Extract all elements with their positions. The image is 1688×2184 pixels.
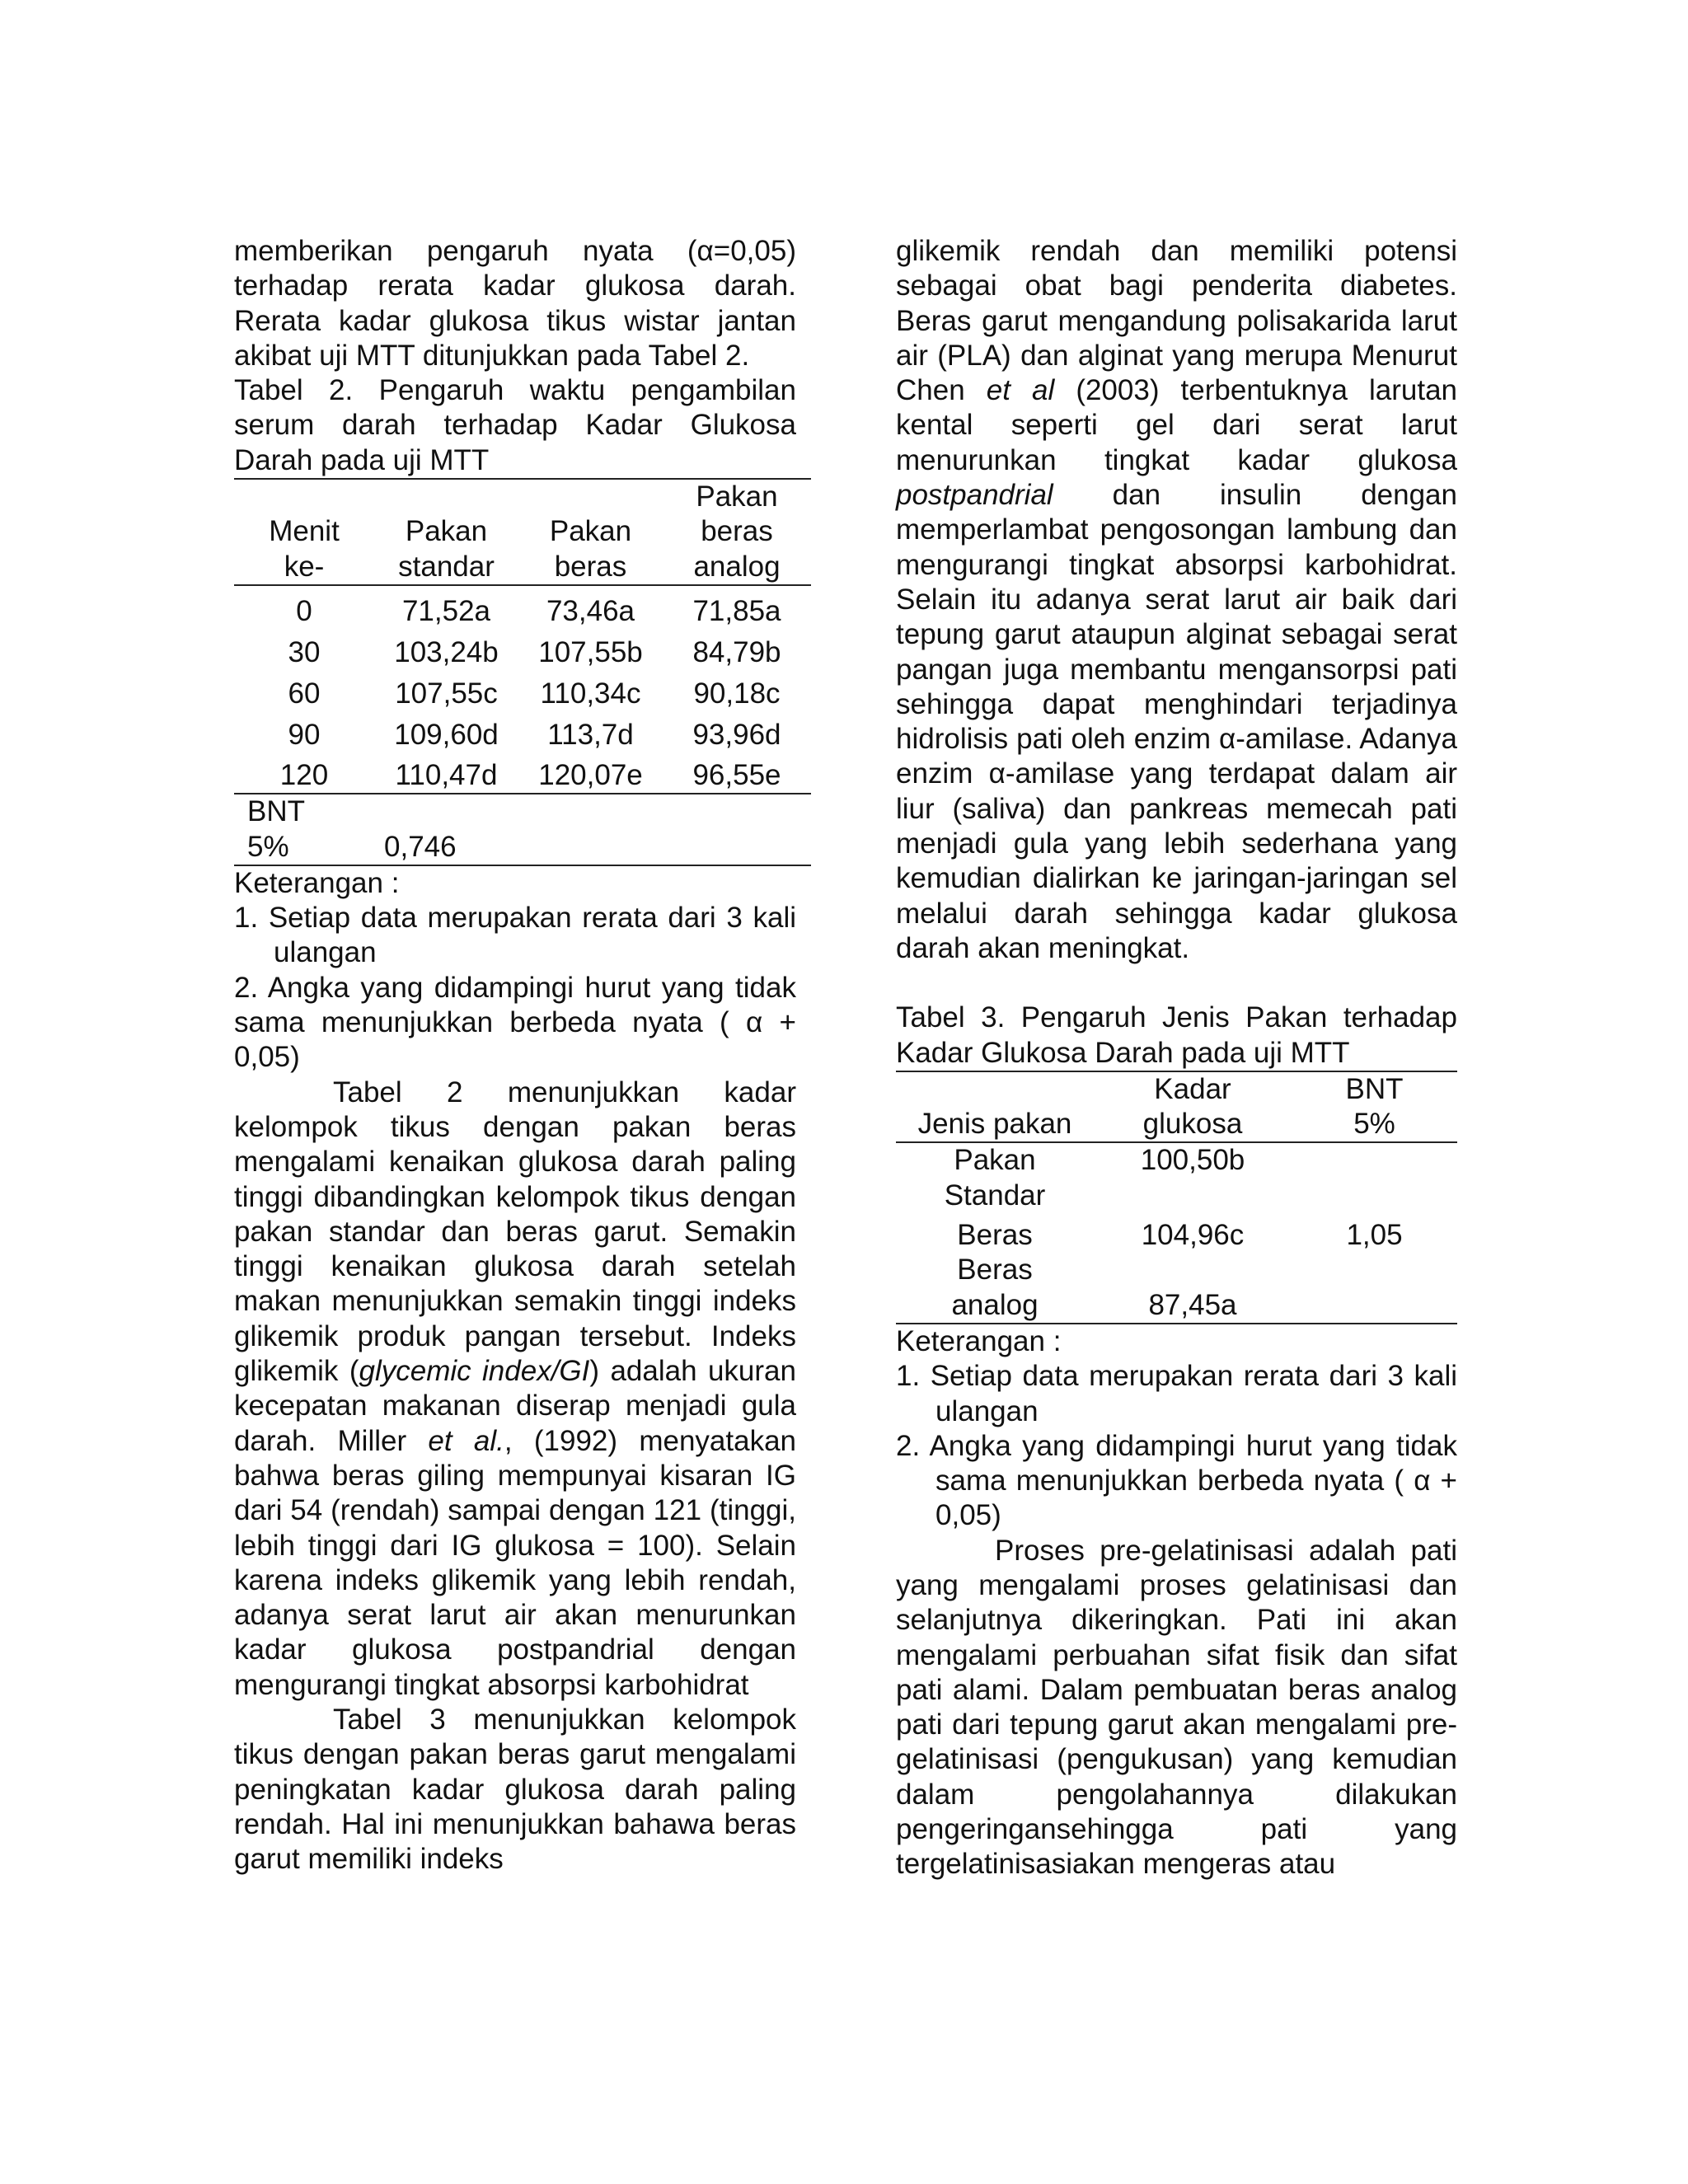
- table-row: [234, 585, 811, 629]
- table-cell: 84,79b: [692, 635, 781, 668]
- table-2: [234, 478, 811, 866]
- note-item: 2. Angka yang didampingi hurut yang tidak sama menunjukkan berbeda nyata ( α + 0,05): [896, 1429, 1457, 1532]
- column-header: Pakan beras: [518, 479, 663, 585]
- table-cell: 104,96c: [1141, 1219, 1245, 1252]
- table-row: [896, 1142, 1457, 1213]
- table-cell: Pakan Standar: [944, 1144, 1046, 1212]
- table-cell: 87,45a: [1148, 1288, 1237, 1321]
- bnt-row: [234, 794, 811, 865]
- column-header: BNT 5%: [1292, 1071, 1457, 1143]
- table-cell: 109,60d: [394, 718, 499, 751]
- table-row: [234, 670, 811, 711]
- column-header: Menit ke-: [234, 479, 374, 585]
- note-title: Keterangan :: [896, 1324, 1062, 1357]
- note-title: Keterangan :: [234, 866, 400, 899]
- table-3-caption: Tabel 3. Pengaruh Jenis Pakan terhadap Kadar Glukosa Darah pada uji MTT: [896, 1001, 1457, 1069]
- paragraph: Tabel 3 menunjukkan kelompok tikus dengan pakan beras garut mengalami peningkatan kadar glukosa darah paling rendah. Hal ini menunjukkan bahawa beras garut memiliki indeks: [234, 1703, 796, 1876]
- table-cell: 100,50b: [1140, 1144, 1245, 1177]
- table-cell: 73,46a: [546, 594, 635, 627]
- table-cell: 107,55c: [395, 677, 498, 710]
- table-cell: 96,55e: [663, 752, 811, 794]
- table-cell: 107,55b: [538, 635, 643, 668]
- table-cell: 71,52a: [401, 594, 491, 627]
- table-cell: Beras analog: [951, 1254, 1039, 1321]
- bnt-value: 0,746: [384, 830, 457, 863]
- table-cell: 110,34c: [540, 677, 641, 710]
- table-row: [896, 1213, 1457, 1253]
- table-cell: 103,24b: [394, 635, 499, 668]
- column-header: Pakan beras analog: [663, 479, 811, 585]
- paragraph: memberikan pengaruh nyata (α=0,05) terhadap rerata kadar glukosa darah. Rerata kadar glukosa tikus wistar jantan akibat uji MTT ditunjukkan pada Tabel 2.: [234, 235, 796, 372]
- table-cell: 93,96d: [692, 718, 781, 751]
- column-header: Kadar glukosa: [1094, 1071, 1292, 1143]
- left-column: [234, 234, 796, 1877]
- paragraph: Tabel 2 menunjukkan kadar kelompok tikus dengan pakan beras mengalami kenaikan glukosa darah paling tinggi dibandingkan kelompok tikus dengan pakan standar dan beras garut. Semakin tinggi kenaikan glukosa darah setelah makan menunjukkan semakin tinggi indeks glikemik produk pangan tersebut. Indeks glikemik (glycemic index/GI) adalah ukuran kecepatan makanan diserap menjadi gula darah. Miller et al., (1992) menyatakan bahwa beras giling mempunyai kisaran IG dari 54 (rendah) sampai dengan 121 (tinggi, lebih tinggi dari IG glukosa = 100). Selain karena indeks glikemik yang lebih rendah, adanya serat larut air akan menurunkan kadar glukosa postpandrial dengan mengurangi tingkat absorpsi karbohidrat: [234, 1076, 797, 1701]
- table-cell: 90,18c: [693, 677, 781, 710]
- table-cell: 0: [296, 594, 312, 627]
- table-cell: 90: [288, 718, 321, 751]
- table-cell: 110,47d: [374, 752, 518, 794]
- note-item: 2. Angka yang didampingi hurut yang tidak sama menunjukkan berbeda nyata ( α + 0,05): [234, 971, 796, 1074]
- paragraph: Proses pre-gelatinisasi adalah pati yang mengalami proses gelatinisasi dan selanjutnya dikeringkan. Pati ini akan mengalami perbuahan sifat fisik dan sifat pati alami. Dalam pembuatan beras analog pati dari tepung garut akan mengalami pre-gelatinisasi (pengukusan) yang kemudian dalam pengolahannya dilakukan pengeringansehingga pati yang tergelatinisasiakan mengeras atau: [896, 1534, 1457, 1881]
- right-column: [896, 234, 1457, 1882]
- table-cell: 71,85a: [692, 594, 781, 627]
- column-header: Pakan standar: [374, 479, 518, 585]
- table-cell: Beras: [957, 1219, 1033, 1252]
- table-row: [234, 629, 811, 670]
- bnt-label: BNT 5%: [247, 795, 305, 863]
- table-cell: 113,7d: [547, 718, 634, 751]
- note-item: 1. Setiap data merupakan rerata dari 3 kali ulangan: [234, 902, 796, 969]
- paragraph: glikemik rendah dan memiliki potensi sebagai obat bagi penderita diabetes. Beras garut mengandung polisakarida larut air (PLA) dan alginat yang merupa Menurut Chen et al (2003) terbentuknya larutan kental seperti gel dari serat larut menurunkan tingkat kadar glukosa postpandrial dan insulin dengan memperlambat pengosongan lambung dan mengurangi tingkat absorpsi karbohidrat. Selain itu adanya serat larut air baik dari tepung garut ataupun alginat sebagai serat pangan juga membantu mengansorpsi pati sehingga dapat menghindari terjadinya hidrolisis pati oleh enzim α-amilase. Adanya enzim α-amilase yang terdapat dalam air liur (saliva) dan pankreas memecah pati menjadi gula yang lebih sederhana yang kemudian dialirkan ke jaringan-jaringan sel melalui darah sehingga kadar glukosa darah akan meningkat.: [896, 235, 1457, 964]
- table-row: [896, 1253, 1457, 1324]
- table-cell: 60: [288, 677, 321, 710]
- table-cell: 120: [234, 752, 374, 794]
- bnt-value: 1,05: [1346, 1219, 1403, 1252]
- table-2-caption: Tabel 2. Pengaruh waktu pengambilan serum darah terhadap Kadar Glukosa Darah pada uji MTT: [234, 374, 796, 476]
- table-cell: 120,07e: [518, 752, 663, 794]
- column-header: Jenis pakan: [896, 1071, 1094, 1143]
- note-item: 1. Setiap data merupakan rerata dari 3 kali ulangan: [896, 1360, 1457, 1427]
- table-cell: 30: [288, 635, 321, 668]
- table-3: [896, 1071, 1457, 1324]
- table-row: [234, 752, 811, 794]
- table-row: [234, 711, 811, 752]
